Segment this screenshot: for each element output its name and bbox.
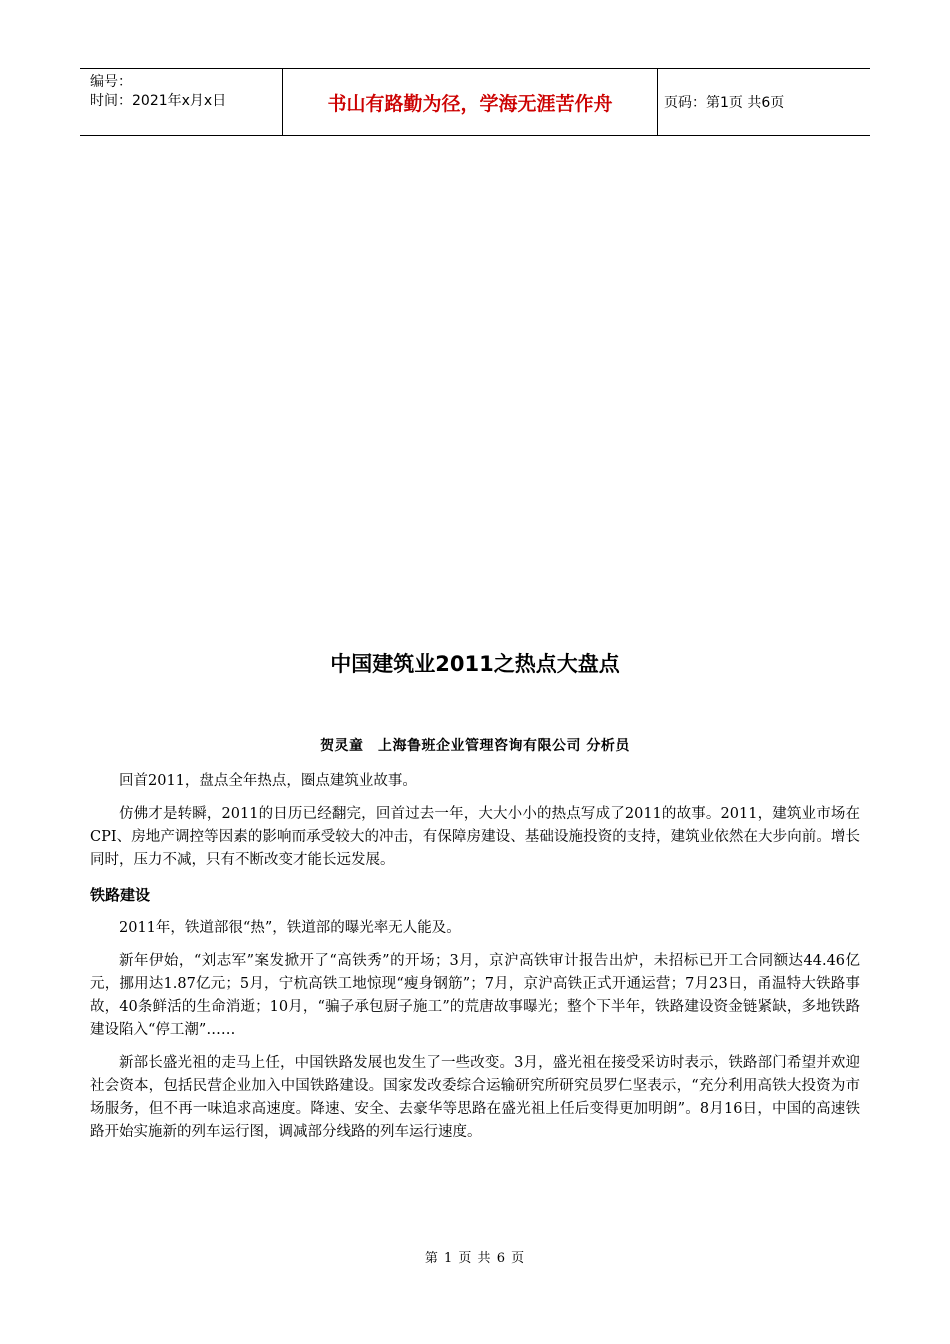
header-motto: 书山有路勤为径，学海无涯苦作舟 — [282, 69, 658, 135]
article-author: 贺灵童 上海鲁班企业管理咨询有限公司 分析员 — [320, 738, 630, 754]
page-footer: 第 1 页 共 6 页 — [424, 1251, 526, 1266]
paragraph: 新部长盛光祖的走马上任，中国铁路发展也发生了一些改变。3月，盛光祖在接受采访时表示，铁路部门希望并欢迎社会资本，包括民营企业加入中国铁路建设。国家发改委综合运输研究所研究员罗仁坚表示，“充分利用高铁大投资为市场服务，但不再一味追求高速度。降速、安全、去豪华等思路在盛光祖上任后变得更加明朗”。8月16日，中国的高速铁路开始实施新的列车运行图，调减部分线路的列车运行速度。 — [90, 1055, 860, 1140]
article-title: 中国建筑业2011之热点大盘点 — [330, 652, 620, 676]
header-page-info: 页码：第1页 共6页 — [664, 95, 785, 111]
paragraph: 仿佛才是转瞬，2011的日历已经翻完，回首过去一年，大大小小的热点写成了2011的故事。2011，建筑业市场在CPI、房地产调控等因素的影响而承受较大的冲击，有保障房建设、基础设施投资的支持，建筑业依然在大步向前。增长同时，压力不减，只有不断改变才能长远发展。 — [90, 806, 860, 868]
paragraph: 2011年，铁道部很“热”，铁道部的曝光率无人能及。 — [119, 920, 461, 936]
document-date: 时间：2021年x月x日 — [90, 93, 227, 109]
header-meta-cell — [80, 69, 282, 135]
paragraph: 回首2011，盘点全年热点，圈点建筑业故事。 — [119, 773, 417, 789]
section-heading: 铁路建设 — [90, 886, 151, 904]
paragraph: 新年伊始，“刘志军”案发掀开了“高铁秀”的开场；3月，京沪高铁审计报告出炉，未招标已开工合同额达44.46亿元，挪用达1.87亿元；5月，宁杭高铁工地惊现“瘦身钢筋”；7月，京沪高铁正式开通运营；7月23日，甬温特大铁路事故，40条鲜活的生命消逝；10月，“骗子承包厨子施工”的荒唐故事曝光；整个下半年，铁路建设资金链紧缺，多地铁路建设陷入“停工潮”…… — [90, 953, 860, 1038]
header-table — [80, 68, 870, 136]
article-body — [90, 770, 860, 1154]
document-number-label: 编号： — [90, 74, 132, 90]
